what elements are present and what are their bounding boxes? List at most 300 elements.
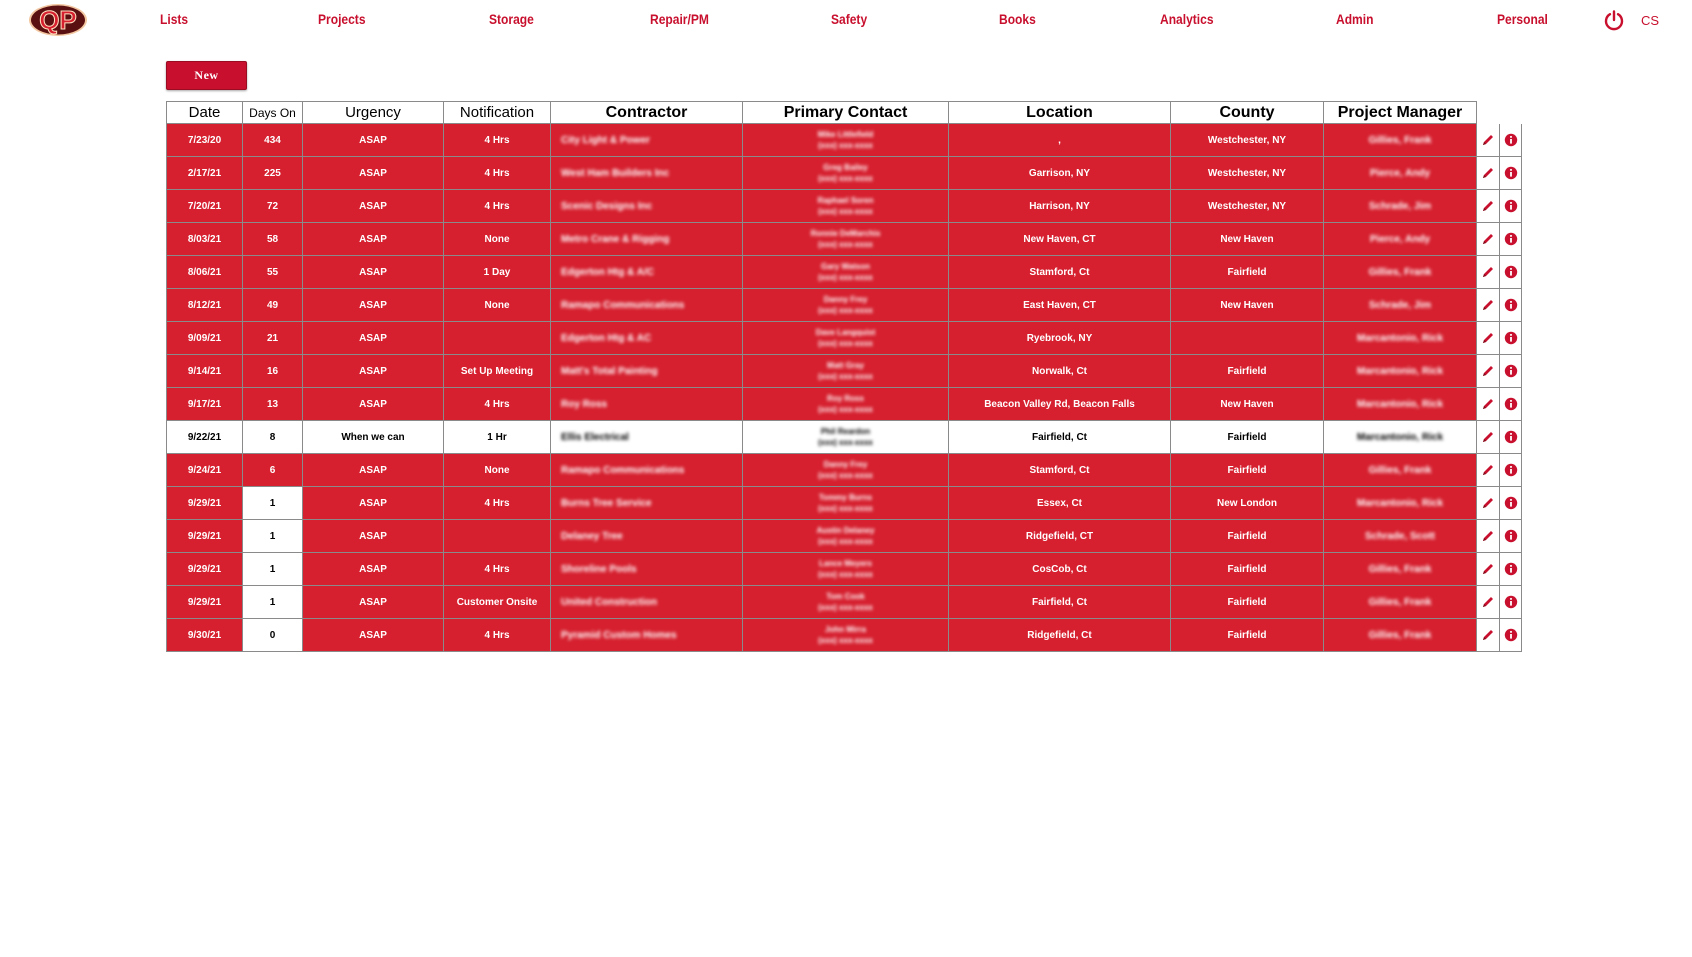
cell-county: New Haven	[1171, 388, 1324, 421]
table-row[interactable]	[167, 553, 1522, 586]
cell-days-on: 1	[243, 520, 303, 553]
cell-primary-contact	[743, 157, 949, 190]
logo-icon[interactable]	[28, 2, 88, 38]
cell-date: 2/17/21	[167, 157, 243, 190]
cell-date: 9/29/21	[167, 586, 243, 619]
contractor-name: Edgerton Htg & AC	[561, 332, 652, 344]
details-button[interactable]	[1500, 322, 1522, 355]
cell-notification: 4 Hrs	[444, 487, 551, 520]
cell-location: Fairfield, Ct	[949, 421, 1171, 454]
cell-contractor	[551, 619, 743, 652]
cell-urgency: ASAP	[303, 223, 444, 256]
pencil-icon	[1481, 364, 1495, 378]
contractor-name: Ramapo Communications	[561, 299, 685, 311]
details-button[interactable]	[1500, 289, 1522, 322]
contact-name: Lance Meyers	[819, 559, 872, 568]
contractor-name: Ellis Electrical	[561, 431, 629, 443]
contractor-name: City Light & Power	[561, 134, 650, 146]
contact-phone: (xxx) xxx-xxxx	[818, 306, 873, 315]
contact-name: Mike Littlefield	[817, 130, 874, 139]
project-manager-name: Schrade, Scott	[1364, 530, 1436, 542]
cell-project-manager	[1324, 421, 1477, 454]
cell-county: Fairfield	[1171, 586, 1324, 619]
cell-project-manager	[1324, 586, 1477, 619]
details-button[interactable]	[1500, 256, 1522, 289]
cell-date: 8/12/21	[167, 289, 243, 322]
edit-button[interactable]	[1477, 553, 1500, 586]
cell-urgency: ASAP	[303, 388, 444, 421]
header-days-on[interactable]: Days On	[243, 102, 303, 124]
edit-button[interactable]	[1477, 586, 1500, 619]
cell-urgency: ASAP	[303, 454, 444, 487]
cell-days-on: 434	[243, 124, 303, 157]
cell-primary-contact	[743, 586, 949, 619]
project-manager-name: Schrade, Jim	[1368, 200, 1432, 212]
contractor-name: Burns Tree Service	[561, 497, 652, 509]
pencil-icon	[1481, 430, 1495, 444]
details-button[interactable]	[1500, 124, 1522, 157]
cell-contractor	[551, 289, 743, 322]
table-row[interactable]	[167, 487, 1522, 520]
cell-location: Norwalk, Ct	[949, 355, 1171, 388]
cell-primary-contact	[743, 256, 949, 289]
pencil-icon	[1481, 496, 1495, 510]
contractor-name: Scenic Designs Inc	[561, 200, 653, 212]
cell-location: Ryebrook, NY	[949, 322, 1171, 355]
contact-name: Austin Delaney	[816, 526, 875, 535]
cell-urgency: ASAP	[303, 124, 444, 157]
cell-notification: 1 Hr	[444, 421, 551, 454]
project-manager-name: Gillies, Frank	[1368, 266, 1432, 278]
cell-county: Westchester, NY	[1171, 157, 1324, 190]
cell-contractor	[551, 421, 743, 454]
cell-county: Westchester, NY	[1171, 124, 1324, 157]
edit-button[interactable]	[1477, 289, 1500, 322]
header-urgency[interactable]: Urgency	[303, 102, 444, 124]
cell-location: Harrison, NY	[949, 190, 1171, 223]
cell-location: Stamford, Ct	[949, 256, 1171, 289]
cell-primary-contact	[743, 190, 949, 223]
cell-urgency: ASAP	[303, 355, 444, 388]
cell-days-on: 55	[243, 256, 303, 289]
cell-contractor	[551, 355, 743, 388]
details-button[interactable]	[1500, 586, 1522, 619]
nav-lists[interactable]: Lists	[160, 11, 189, 27]
contact-phone: (xxx) xxx-xxxx	[818, 537, 873, 546]
cell-urgency: ASAP	[303, 157, 444, 190]
table-row[interactable]	[167, 322, 1522, 355]
info-icon	[1504, 595, 1518, 609]
project-manager-name: Pierce, Andy	[1369, 233, 1431, 245]
project-manager-name: Marcantonio, Rick	[1356, 365, 1444, 377]
edit-button[interactable]	[1477, 256, 1500, 289]
edit-button[interactable]	[1477, 355, 1500, 388]
repair-table	[166, 101, 1522, 652]
cell-project-manager	[1324, 124, 1477, 157]
contact-name: Phil Reardon	[820, 427, 871, 436]
contact-phone: (xxx) xxx-xxxx	[818, 141, 873, 150]
contact-phone: (xxx) xxx-xxxx	[818, 174, 873, 183]
edit-button[interactable]	[1477, 124, 1500, 157]
cell-contractor	[551, 388, 743, 421]
contractor-name: Shoreline Pools	[561, 563, 637, 575]
contact-name: Tom Cook	[826, 592, 865, 601]
cell-date: 9/09/21	[167, 322, 243, 355]
cell-project-manager	[1324, 322, 1477, 355]
contact-name: Gary Watson	[820, 262, 871, 271]
contractor-name: Edgerton Htg & A/C	[561, 266, 654, 278]
cell-primary-contact	[743, 124, 949, 157]
contact-phone: (xxx) xxx-xxxx	[818, 207, 873, 216]
cell-notification: 4 Hrs	[444, 619, 551, 652]
cell-date: 9/29/21	[167, 520, 243, 553]
edit-button[interactable]	[1477, 454, 1500, 487]
details-button[interactable]	[1500, 454, 1522, 487]
info-icon	[1504, 529, 1518, 543]
header-notification[interactable]: Notification	[444, 102, 551, 124]
info-icon	[1504, 133, 1518, 147]
cell-notification: None	[444, 289, 551, 322]
contact-name: Dave Langquist	[815, 328, 876, 337]
pencil-icon	[1481, 463, 1495, 477]
cell-county: New London	[1171, 487, 1324, 520]
cell-project-manager	[1324, 289, 1477, 322]
edit-button[interactable]	[1477, 619, 1500, 652]
table-row[interactable]	[167, 520, 1522, 553]
project-manager-name: Schrade, Jim	[1368, 299, 1432, 311]
pencil-icon	[1481, 595, 1495, 609]
project-manager-name: Marcantonio, Rick	[1356, 398, 1444, 410]
header-contractor[interactable]: Contractor	[551, 102, 743, 124]
cell-date: 9/14/21	[167, 355, 243, 388]
cell-county: New Haven	[1171, 223, 1324, 256]
nav-admin[interactable]: Admin	[1336, 11, 1374, 27]
cell-date: 8/03/21	[167, 223, 243, 256]
info-icon	[1504, 331, 1518, 345]
contact-phone: (xxx) xxx-xxxx	[818, 636, 873, 645]
header-county[interactable]: County	[1171, 102, 1324, 124]
cell-notification: Set Up Meeting	[444, 355, 551, 388]
table-row[interactable]	[167, 619, 1522, 652]
contractor-name: West Ham Builders Inc	[561, 167, 670, 179]
cell-primary-contact	[743, 289, 949, 322]
cell-urgency: ASAP	[303, 619, 444, 652]
contact-name: Greg Bailey	[823, 163, 868, 172]
pencil-icon	[1481, 133, 1495, 147]
cell-contractor	[551, 322, 743, 355]
table-row[interactable]	[167, 388, 1522, 421]
contact-phone: (xxx) xxx-xxxx	[818, 372, 873, 381]
header-date[interactable]: Date	[167, 102, 243, 124]
cell-urgency: ASAP	[303, 553, 444, 586]
header-spacer-info	[1500, 102, 1522, 124]
cell-county: Fairfield	[1171, 520, 1324, 553]
cell-notification: None	[444, 454, 551, 487]
cell-days-on: 72	[243, 190, 303, 223]
contractor-name: United Construction	[561, 596, 658, 608]
details-button[interactable]	[1500, 619, 1522, 652]
cell-primary-contact	[743, 619, 949, 652]
edit-button[interactable]	[1477, 520, 1500, 553]
cell-notification: 4 Hrs	[444, 190, 551, 223]
contact-phone: (xxx) xxx-xxxx	[818, 603, 873, 612]
cell-days-on: 225	[243, 157, 303, 190]
info-icon	[1504, 463, 1518, 477]
details-button[interactable]	[1500, 520, 1522, 553]
contact-phone: (xxx) xxx-xxxx	[818, 438, 873, 447]
cell-project-manager	[1324, 223, 1477, 256]
cell-contractor	[551, 124, 743, 157]
contact-name: Matt Gray	[827, 361, 864, 370]
info-icon	[1504, 298, 1518, 312]
cell-notification: 4 Hrs	[444, 388, 551, 421]
cell-notification: 4 Hrs	[444, 124, 551, 157]
pencil-icon	[1481, 232, 1495, 246]
contact-phone: (xxx) xxx-xxxx	[818, 504, 873, 513]
nav-repair-pm[interactable]: Repair/PM	[650, 11, 709, 27]
contact-phone: (xxx) xxx-xxxx	[818, 471, 873, 480]
cell-project-manager	[1324, 619, 1477, 652]
cell-date: 9/29/21	[167, 553, 243, 586]
cell-project-manager	[1324, 553, 1477, 586]
cell-contractor	[551, 454, 743, 487]
pencil-icon	[1481, 199, 1495, 213]
table-row[interactable]	[167, 454, 1522, 487]
info-icon	[1504, 199, 1518, 213]
project-manager-name: Pierce, Andy	[1369, 167, 1431, 179]
cell-primary-contact	[743, 223, 949, 256]
cell-contractor	[551, 157, 743, 190]
cell-days-on: 16	[243, 355, 303, 388]
info-icon	[1504, 496, 1518, 510]
cell-primary-contact	[743, 388, 949, 421]
cell-notification: 1 Day	[444, 256, 551, 289]
table-row[interactable]	[167, 223, 1522, 256]
cell-contractor	[551, 190, 743, 223]
cell-primary-contact	[743, 322, 949, 355]
cell-project-manager	[1324, 157, 1477, 190]
cell-date: 8/06/21	[167, 256, 243, 289]
contact-name: Ronnie DeMarchis	[810, 229, 881, 238]
project-manager-name: Marcantonio, Rick	[1356, 431, 1444, 443]
cell-days-on: 8	[243, 421, 303, 454]
pencil-icon	[1481, 628, 1495, 642]
cell-project-manager	[1324, 487, 1477, 520]
cell-county: Fairfield	[1171, 553, 1324, 586]
cell-notification: Customer Onsite	[444, 586, 551, 619]
cell-project-manager	[1324, 190, 1477, 223]
project-manager-name: Gillies, Frank	[1368, 596, 1432, 608]
cell-location: Ridgefield, Ct	[949, 619, 1171, 652]
contractor-name: Metro Crane & Rigging	[561, 233, 670, 245]
info-icon	[1504, 430, 1518, 444]
pencil-icon	[1481, 562, 1495, 576]
contact-phone: (xxx) xxx-xxxx	[818, 405, 873, 414]
cell-project-manager	[1324, 256, 1477, 289]
table-row[interactable]	[167, 289, 1522, 322]
contact-name: Roy Ross	[827, 394, 864, 403]
cell-location: Beacon Valley Rd, Beacon Falls	[949, 388, 1171, 421]
cell-urgency: ASAP	[303, 520, 444, 553]
nav-safety[interactable]: Safety	[831, 11, 868, 27]
cell-date: 9/29/21	[167, 487, 243, 520]
cell-location: East Haven, CT	[949, 289, 1171, 322]
pencil-icon	[1481, 166, 1495, 180]
cell-urgency: ASAP	[303, 256, 444, 289]
header-project-manager[interactable]: Project Manager	[1324, 102, 1477, 124]
table-row[interactable]	[167, 124, 1522, 157]
table-header-row	[167, 102, 1522, 124]
edit-button[interactable]	[1477, 421, 1500, 454]
edit-button[interactable]	[1477, 322, 1500, 355]
project-manager-name: Gillies, Frank	[1368, 629, 1432, 641]
details-button[interactable]	[1500, 388, 1522, 421]
pencil-icon	[1481, 529, 1495, 543]
cell-location: Fairfield, Ct	[949, 586, 1171, 619]
cell-contractor	[551, 520, 743, 553]
nav-projects[interactable]: Projects	[318, 11, 366, 27]
cell-contractor	[551, 487, 743, 520]
cell-location: CosCob, Ct	[949, 553, 1171, 586]
contact-name: Raphael Soren	[817, 196, 874, 205]
pencil-icon	[1481, 298, 1495, 312]
edit-button[interactable]	[1477, 190, 1500, 223]
user-initials[interactable]: CS	[1641, 13, 1660, 28]
cell-urgency: ASAP	[303, 289, 444, 322]
cell-location: ,	[949, 124, 1171, 157]
project-manager-name: Marcantonio, Rick	[1356, 497, 1444, 509]
cell-days-on: 21	[243, 322, 303, 355]
details-button[interactable]	[1500, 553, 1522, 586]
contact-name: Danny Frey	[823, 460, 868, 469]
new-button[interactable]: New	[166, 61, 247, 90]
cell-county: Fairfield	[1171, 454, 1324, 487]
contact-phone: (xxx) xxx-xxxx	[818, 240, 873, 249]
cell-urgency: ASAP	[303, 190, 444, 223]
cell-days-on: 49	[243, 289, 303, 322]
power-icon[interactable]	[1603, 9, 1625, 31]
nav-analytics[interactable]: Analytics	[1160, 11, 1214, 27]
cell-date: 7/20/21	[167, 190, 243, 223]
info-icon	[1504, 628, 1518, 642]
info-icon	[1504, 232, 1518, 246]
nav-books[interactable]: Books	[999, 11, 1036, 27]
cell-contractor	[551, 256, 743, 289]
cell-urgency: ASAP	[303, 322, 444, 355]
table-row[interactable]	[167, 586, 1522, 619]
pencil-icon	[1481, 397, 1495, 411]
cell-urgency: ASAP	[303, 487, 444, 520]
cell-notification	[444, 520, 551, 553]
table-row[interactable]	[167, 256, 1522, 289]
cell-county: Fairfield	[1171, 355, 1324, 388]
nav-storage[interactable]: Storage	[489, 11, 534, 27]
cell-urgency: When we can	[303, 421, 444, 454]
contractor-name: Pyramid Custom Homes	[561, 629, 677, 641]
info-icon	[1504, 562, 1518, 576]
cell-county	[1171, 322, 1324, 355]
cell-date: 9/17/21	[167, 388, 243, 421]
cell-primary-contact	[743, 553, 949, 586]
header-primary-contact[interactable]: Primary Contact	[743, 102, 949, 124]
cell-notification	[444, 322, 551, 355]
cell-county: Fairfield	[1171, 619, 1324, 652]
cell-primary-contact	[743, 355, 949, 388]
cell-days-on: 1	[243, 553, 303, 586]
nav-personal[interactable]: Personal	[1497, 11, 1548, 27]
top-nav	[0, 0, 1692, 44]
cell-days-on: 0	[243, 619, 303, 652]
contractor-name: Matt's Total Painting	[561, 365, 658, 377]
cell-primary-contact	[743, 454, 949, 487]
cell-county: Fairfield	[1171, 421, 1324, 454]
cell-date: 7/23/20	[167, 124, 243, 157]
cell-county: New Haven	[1171, 289, 1324, 322]
cell-project-manager	[1324, 454, 1477, 487]
project-manager-name: Gillies, Frank	[1368, 464, 1432, 476]
edit-button[interactable]	[1477, 388, 1500, 421]
cell-contractor	[551, 553, 743, 586]
contractor-name: Delaney Tree	[561, 530, 623, 542]
table-row[interactable]	[167, 421, 1522, 454]
cell-primary-contact	[743, 421, 949, 454]
cell-notification: 4 Hrs	[444, 553, 551, 586]
cell-county: Westchester, NY	[1171, 190, 1324, 223]
cell-location: Stamford, Ct	[949, 454, 1171, 487]
details-button[interactable]	[1500, 487, 1522, 520]
details-button[interactable]	[1500, 223, 1522, 256]
cell-days-on: 1	[243, 586, 303, 619]
table-row[interactable]	[167, 190, 1522, 223]
contractor-name: Ramapo Communications	[561, 464, 685, 476]
project-manager-name: Gillies, Frank	[1368, 563, 1432, 575]
pencil-icon	[1481, 265, 1495, 279]
details-button[interactable]	[1500, 355, 1522, 388]
contact-phone: (xxx) xxx-xxxx	[818, 339, 873, 348]
header-location[interactable]: Location	[949, 102, 1171, 124]
cell-days-on: 13	[243, 388, 303, 421]
cell-days-on: 6	[243, 454, 303, 487]
table-row[interactable]	[167, 355, 1522, 388]
edit-button[interactable]	[1477, 487, 1500, 520]
contact-name: Danny Frey	[823, 295, 868, 304]
info-icon	[1504, 166, 1518, 180]
details-button[interactable]	[1500, 190, 1522, 223]
logo-text: QP	[39, 5, 77, 35]
contact-phone: (xxx) xxx-xxxx	[818, 570, 873, 579]
cell-location: Garrison, NY	[949, 157, 1171, 190]
cell-location: Essex, Ct	[949, 487, 1171, 520]
edit-button[interactable]	[1477, 223, 1500, 256]
cell-notification: 4 Hrs	[444, 157, 551, 190]
cell-county: Fairfield	[1171, 256, 1324, 289]
contact-name: Tommy Burns	[818, 493, 873, 502]
cell-date: 9/30/21	[167, 619, 243, 652]
cell-project-manager	[1324, 520, 1477, 553]
cell-primary-contact	[743, 520, 949, 553]
cell-date: 9/22/21	[167, 421, 243, 454]
header-spacer-edit	[1477, 102, 1500, 124]
details-button[interactable]	[1500, 421, 1522, 454]
cell-date: 9/24/21	[167, 454, 243, 487]
pencil-icon	[1481, 331, 1495, 345]
edit-button[interactable]	[1477, 157, 1500, 190]
cell-days-on: 58	[243, 223, 303, 256]
table-row[interactable]	[167, 157, 1522, 190]
info-icon	[1504, 265, 1518, 279]
details-button[interactable]	[1500, 157, 1522, 190]
cell-primary-contact	[743, 487, 949, 520]
